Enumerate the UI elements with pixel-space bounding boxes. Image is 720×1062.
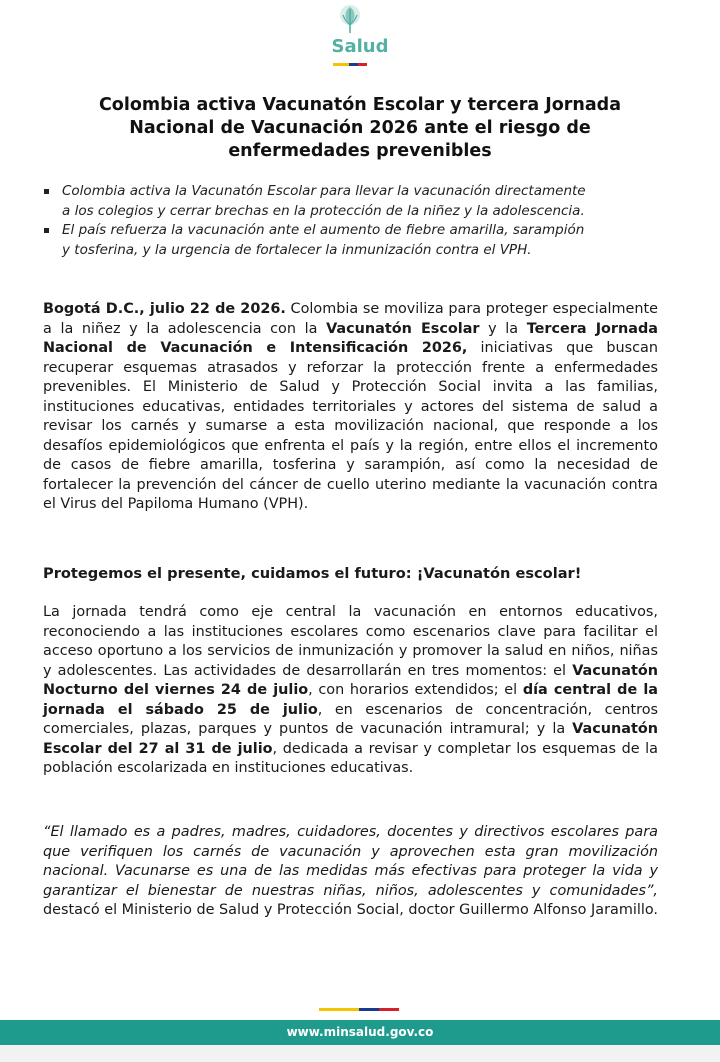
bold-run: Vacunatón Escolar	[326, 320, 480, 337]
bullet-line: a los colegios y cerrar brechas en la protección de la niñez y la adolescencia.	[62, 202, 585, 219]
flag-stripe-top	[333, 63, 367, 66]
summary-bullets	[40, 182, 690, 260]
flag-stripe-bottom	[319, 1008, 399, 1011]
press-release-title	[40, 94, 680, 163]
bottom-strip	[0, 1045, 720, 1062]
text-run: iniciativas que buscan recuperar esquemas atrasados y reforzar la protección frente a enfermedades prevenibles. El Ministerio de Salud y Protección Social invita a las familias, instituciones educativas, entidades territoriales y actores del sistema de salud a revisar los carnés y sumarse a esta movilización nacional, que responde a los desafíos epidemiológicos que enfrenta el país y la región, entre ellos el incremento de casos de fiebre amarilla, tosferina y sarampión, así como la necesidad de fortalecer la prevención del cáncer de cuello uterino mediante la vacunación contra el Virus del Papiloma Humano (VPH).	[43, 340, 658, 512]
flag-yellow	[319, 1008, 359, 1011]
bullet-square-icon	[44, 228, 49, 233]
ministry-logo-text: Salud	[331, 36, 389, 57]
bold-run: Vacunatón Escolar del 27 al 31 de julio	[43, 721, 658, 757]
bold-run: Tercera Jornada Nacional de Vacunación e Intensificación 2026,	[43, 320, 659, 356]
text-run: , dedicada a revisar y completar los esquemas de la población escolarizada en instituciones educativas.	[43, 740, 658, 776]
text-run: Colombia se moviliza para proteger especialmente a la niñez y la adolescencia con la	[43, 301, 658, 337]
flag-blue	[359, 1008, 379, 1011]
paragraph-quote	[43, 823, 658, 921]
bullet-line: y tosferina, y la urgencia de fortalecer la inmunización contra el VPH.	[62, 241, 532, 258]
text-run: , en escenarios de concentración, centros comerciales, plazas, parques y puntos de vacunación intramural; y la	[43, 701, 658, 737]
document-header	[0, 0, 720, 80]
flag-red	[358, 63, 367, 66]
bullet-line: Colombia activa la Vacunatón Escolar para llevar la vacunación directamente	[62, 183, 586, 199]
bullet-line: El país refuerza la vacunación ante el aumento de fiebre amarilla, sarampión	[62, 222, 585, 238]
bold-run: Vacunatón Nocturno del viernes 24 de julio	[43, 662, 658, 698]
title-line: Nacional de Vacunación 2026 ante el riesgo de	[129, 118, 591, 138]
text-run: , con horarios extendidos; el	[308, 682, 523, 698]
bullet-square-icon	[44, 189, 49, 194]
quote-attribution: destacó el Ministerio de Salud y Protección Social, doctor Guillermo Alfonso Jaramillo.	[43, 902, 658, 918]
flag-yellow	[333, 63, 349, 66]
flag-red	[379, 1008, 399, 1011]
quote-text: “El llamado es a padres, madres, cuidadores, docentes y directivos escolares para que verifiquen los carnés de vacunación y aprovechen esta gran movilización nacional. Vacunarse es una de las medidas más efectivas para proteger la vida y garantizar el bienestar de nuestras niñas, niños, adolescentes y comunidades”,	[43, 824, 658, 899]
footer-url[interactable]: www.minsalud.gov.co	[286, 1025, 434, 1039]
flag-blue	[349, 63, 358, 66]
bullet-item	[40, 182, 690, 221]
bullet-item	[40, 221, 690, 260]
text-run: y la	[479, 320, 527, 337]
text-run: La jornada tendrá como eje central la vacunación en entornos educativos, reconociendo a las instituciones escolares como escenarios clave para facilitar el acceso oportuno a los servicios de inmunización y promover la salud en niños, niñas y adolescentes. Las actividades de desarrollarán en tres momentos: el	[43, 604, 658, 679]
bold-run: día central de la jornada el sábado 25 de julio	[43, 682, 658, 718]
title-line: enfermedades prevenibles	[228, 141, 492, 161]
footer-band	[0, 1020, 720, 1045]
paragraph-schedule	[43, 603, 658, 779]
title-line: Colombia activa Vacunatón Escolar y tercera Jornada	[98, 95, 622, 115]
paragraph-intro	[43, 300, 658, 515]
dateline: Bogotá D.C., julio 22 de 2026.	[43, 301, 286, 317]
section-subheading: Protegemos el presente, cuidamos el futuro: ¡Vacunatón escolar!	[43, 565, 582, 582]
leaf-emblem-icon	[335, 3, 365, 37]
